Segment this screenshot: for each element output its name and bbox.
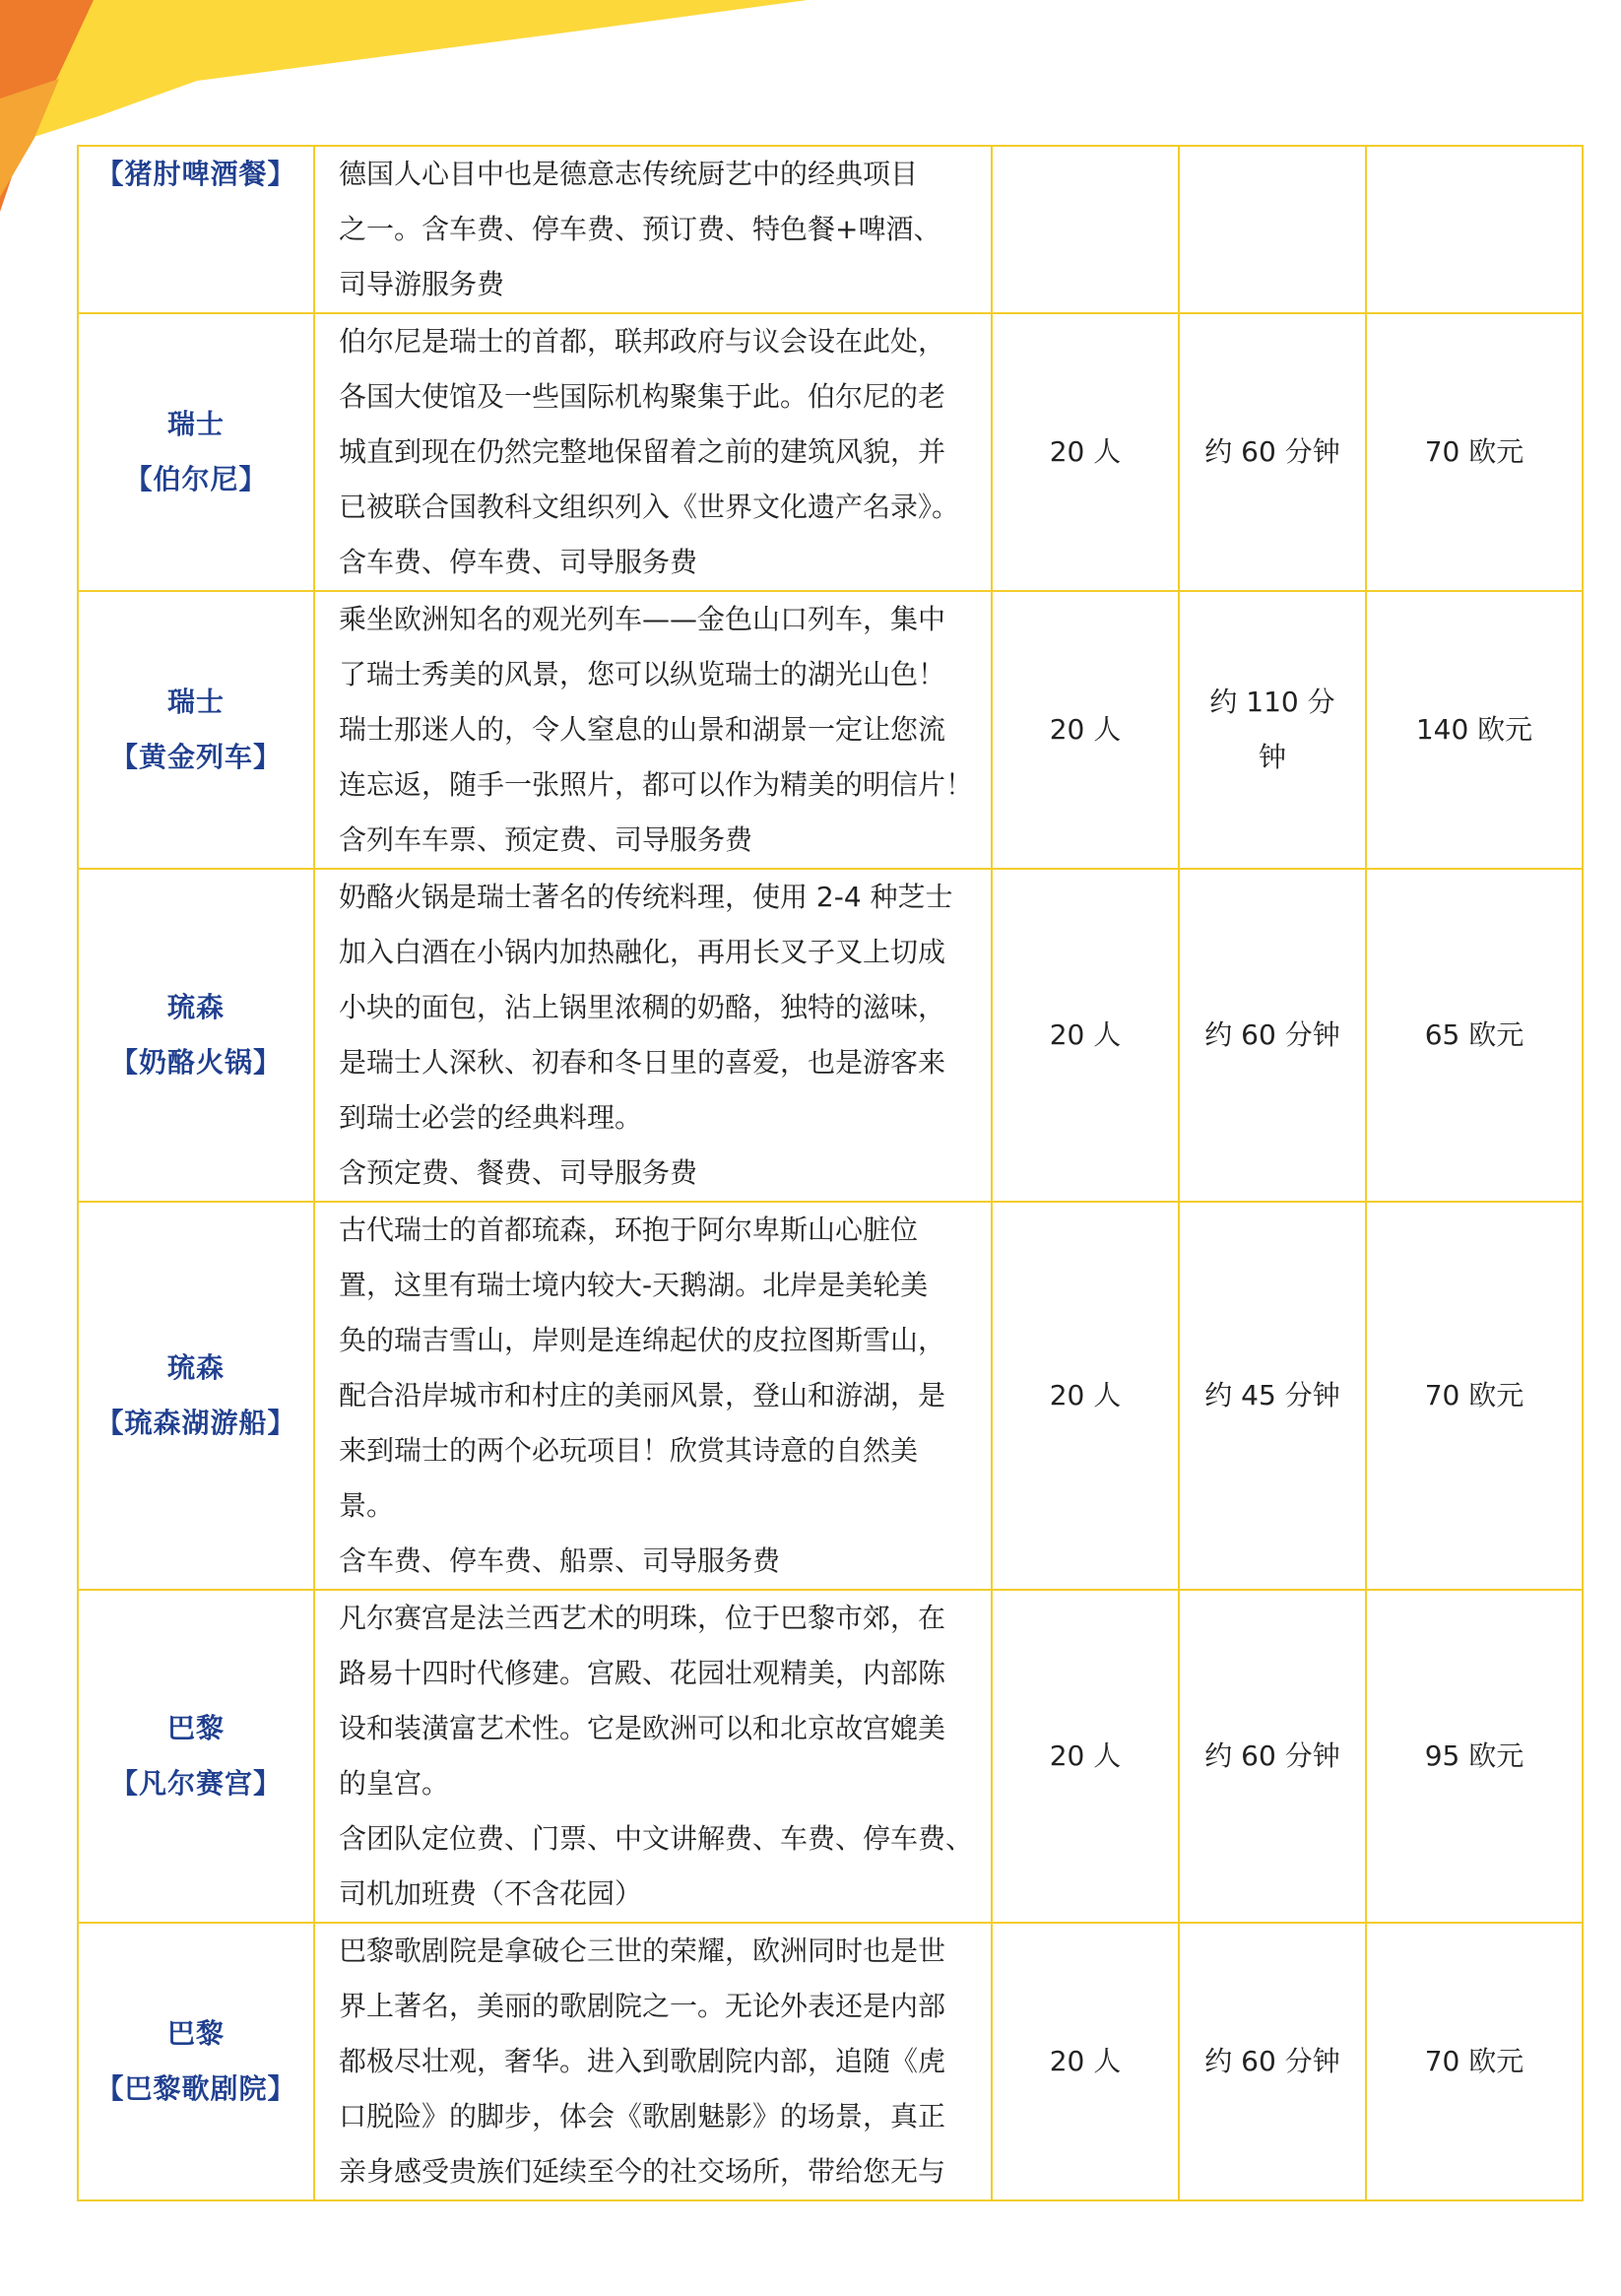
description-line: 巴黎歌剧院是拿破仑三世的荣耀，欧洲同时也是世 xyxy=(339,1935,946,1967)
table-row xyxy=(78,591,1583,869)
activity-location: 琉森 xyxy=(166,1351,225,1384)
description-line: 司机加班费（不含花园） xyxy=(339,1877,643,1910)
description-line: 各国大使馆及一些国际机构聚集于此。伯尔尼的老 xyxy=(339,380,946,413)
description-line: 含车费、停车费、司导服务费 xyxy=(339,546,698,578)
description-line: 含列车车票、预定费、司导服务费 xyxy=(339,823,753,856)
activity-description xyxy=(314,1590,992,1923)
min-people: 20 人 xyxy=(992,313,1179,591)
description-line: 的皇宫。 xyxy=(339,1767,450,1800)
description-line: 凡尔赛宫是法兰西艺术的明珠，位于巴黎市郊，在 xyxy=(339,1602,946,1634)
description-line: 德国人心目中也是德意志传统厨艺中的经典项目 xyxy=(339,158,919,190)
min-people: 20 人 xyxy=(992,1923,1179,2200)
description-line: 已被联合国教科文组织列入《世界文化遗产名录》。 xyxy=(339,491,960,523)
description-line: 小块的面包，沾上锅里浓稠的奶酪，独特的滋味， xyxy=(339,991,946,1023)
description-line: 来到瑞士的两个必玩项目！欣赏其诗意的自然美 xyxy=(339,1434,919,1467)
price xyxy=(1366,146,1583,313)
duration-line: 约 60 分钟 xyxy=(1204,2045,1340,2077)
description-line: 连忘返，随手一张照片，都可以作为精美的明信片！ xyxy=(339,768,974,801)
activity-name-cell xyxy=(78,869,314,1202)
duration-line: 约 110 分 xyxy=(1209,686,1335,718)
activity-name: 【巴黎歌剧院】 xyxy=(96,2072,296,2105)
min-people: 20 人 xyxy=(992,591,1179,869)
duration xyxy=(1179,313,1366,591)
description-line: 是瑞士人深秋、初春和冬日里的喜爱，也是游客来 xyxy=(339,1046,946,1079)
activity-description xyxy=(314,1202,992,1590)
activity-location: 瑞士 xyxy=(166,408,225,440)
duration xyxy=(1179,146,1366,313)
description-line: 置，这里有瑞士境内较大-天鹅湖。北岸是美轮美 xyxy=(339,1269,929,1301)
description-line: 奂的瑞吉雪山，岸则是连绵起伏的皮拉图斯雪山， xyxy=(339,1324,946,1356)
activity-location: 巴黎 xyxy=(166,1712,225,1744)
activity-name: 【黄金列车】 xyxy=(109,741,282,773)
description-line: 加入白酒在小锅内加热融化，再用长叉子叉上切成 xyxy=(339,936,946,968)
activity-location: 琉森 xyxy=(166,991,225,1023)
activity-description xyxy=(314,313,992,591)
table-row xyxy=(78,1202,1583,1590)
price: 70 欧元 xyxy=(1366,1923,1583,2200)
description-line: 配合沿岸城市和村庄的美丽风景，登山和游湖，是 xyxy=(339,1379,946,1411)
table-row xyxy=(78,869,1583,1202)
description-line: 古代瑞士的首都琉森，环抱于阿尔卑斯山心脏位 xyxy=(339,1214,919,1246)
duration-line: 钟 xyxy=(1258,741,1286,773)
activity-name-cell xyxy=(78,591,314,869)
activity-description xyxy=(314,869,992,1202)
table-row xyxy=(78,313,1583,591)
duration xyxy=(1179,869,1366,1202)
duration-line: 约 60 分钟 xyxy=(1204,1018,1340,1051)
duration-line: 约 45 分钟 xyxy=(1204,1379,1340,1411)
activity-name: 【猪肘啤酒餐】 xyxy=(96,158,296,190)
duration xyxy=(1179,1923,1366,2200)
duration-line: 约 60 分钟 xyxy=(1204,435,1340,468)
description-line: 司导游服务费 xyxy=(339,268,505,300)
description-line: 含车费、停车费、船票、司导服务费 xyxy=(339,1544,781,1577)
description-line: 都极尽壮观，奢华。进入到歌剧院内部，追随《虎 xyxy=(339,2045,946,2077)
description-line: 瑞士那迷人的，令人窒息的山景和湖景一定让您流 xyxy=(339,713,946,746)
itinerary-table xyxy=(77,145,1584,2201)
description-line: 设和装潢富艺术性。它是欧洲可以和北京故宫媲美 xyxy=(339,1712,946,1744)
description-line: 亲身感受贵族们延续至今的社交场所，带给您无与 xyxy=(339,2155,946,2188)
price: 70 欧元 xyxy=(1366,313,1583,591)
description-line: 路易十四时代修建。宫殿、花园壮观精美，内部陈 xyxy=(339,1657,946,1689)
min-people: 20 人 xyxy=(992,1590,1179,1923)
activity-name-cell xyxy=(78,1923,314,2200)
table-row xyxy=(78,146,1583,313)
duration-line: 约 60 分钟 xyxy=(1204,1739,1340,1772)
activity-location: 巴黎 xyxy=(166,2017,225,2050)
description-line: 之一。含车费、停车费、预订费、特色餐+啤酒、 xyxy=(339,213,941,245)
duration xyxy=(1179,1590,1366,1923)
activity-name-cell xyxy=(78,1590,314,1923)
duration xyxy=(1179,1202,1366,1590)
activity-name: 【凡尔赛宫】 xyxy=(109,1767,282,1800)
activity-name-cell xyxy=(78,1202,314,1590)
description-line: 乘坐欧洲知名的观光列车——金色山口列车，集中 xyxy=(339,603,946,635)
price: 140 欧元 xyxy=(1366,591,1583,869)
description-line: 含团队定位费、门票、中文讲解费、车费、停车费、 xyxy=(339,1822,974,1855)
activity-location: 瑞士 xyxy=(166,686,225,718)
price: 95 欧元 xyxy=(1366,1590,1583,1923)
description-line: 了瑞士秀美的风景，您可以纵览瑞士的湖光山色！ xyxy=(339,658,946,690)
activity-description xyxy=(314,146,992,313)
description-line: 口脱险》的脚步，体会《歌剧魅影》的场景，真正 xyxy=(339,2100,946,2132)
activity-description xyxy=(314,591,992,869)
description-line: 界上著名，美丽的歌剧院之一。无论外表还是内部 xyxy=(339,1990,946,2022)
table-row xyxy=(78,1590,1583,1923)
activity-description xyxy=(314,1923,992,2200)
activity-name: 【琉森湖游船】 xyxy=(96,1407,296,1439)
min-people: 20 人 xyxy=(992,869,1179,1202)
description-line: 奶酪火锅是瑞士著名的传统料理，使用 2-4 种芝士 xyxy=(339,881,953,913)
min-people: 20 人 xyxy=(992,1202,1179,1590)
description-line: 含预定费、餐费、司导服务费 xyxy=(339,1156,698,1189)
min-people xyxy=(992,146,1179,313)
price: 65 欧元 xyxy=(1366,869,1583,1202)
description-line: 城直到现在仍然完整地保留着之前的建筑风貌，并 xyxy=(339,435,946,468)
description-line: 景。 xyxy=(339,1489,395,1522)
description-line: 到瑞士必尝的经典料理。 xyxy=(339,1101,643,1134)
activity-name-cell xyxy=(78,313,314,591)
activity-name-cell xyxy=(78,146,314,313)
table-row xyxy=(78,1923,1583,2200)
description-line: 伯尔尼是瑞士的首都，联邦政府与议会设在此处， xyxy=(339,325,946,358)
activity-name: 【奶酪火锅】 xyxy=(109,1046,282,1079)
price: 70 欧元 xyxy=(1366,1202,1583,1590)
duration xyxy=(1179,591,1366,869)
activity-name: 【伯尔尼】 xyxy=(124,463,268,495)
